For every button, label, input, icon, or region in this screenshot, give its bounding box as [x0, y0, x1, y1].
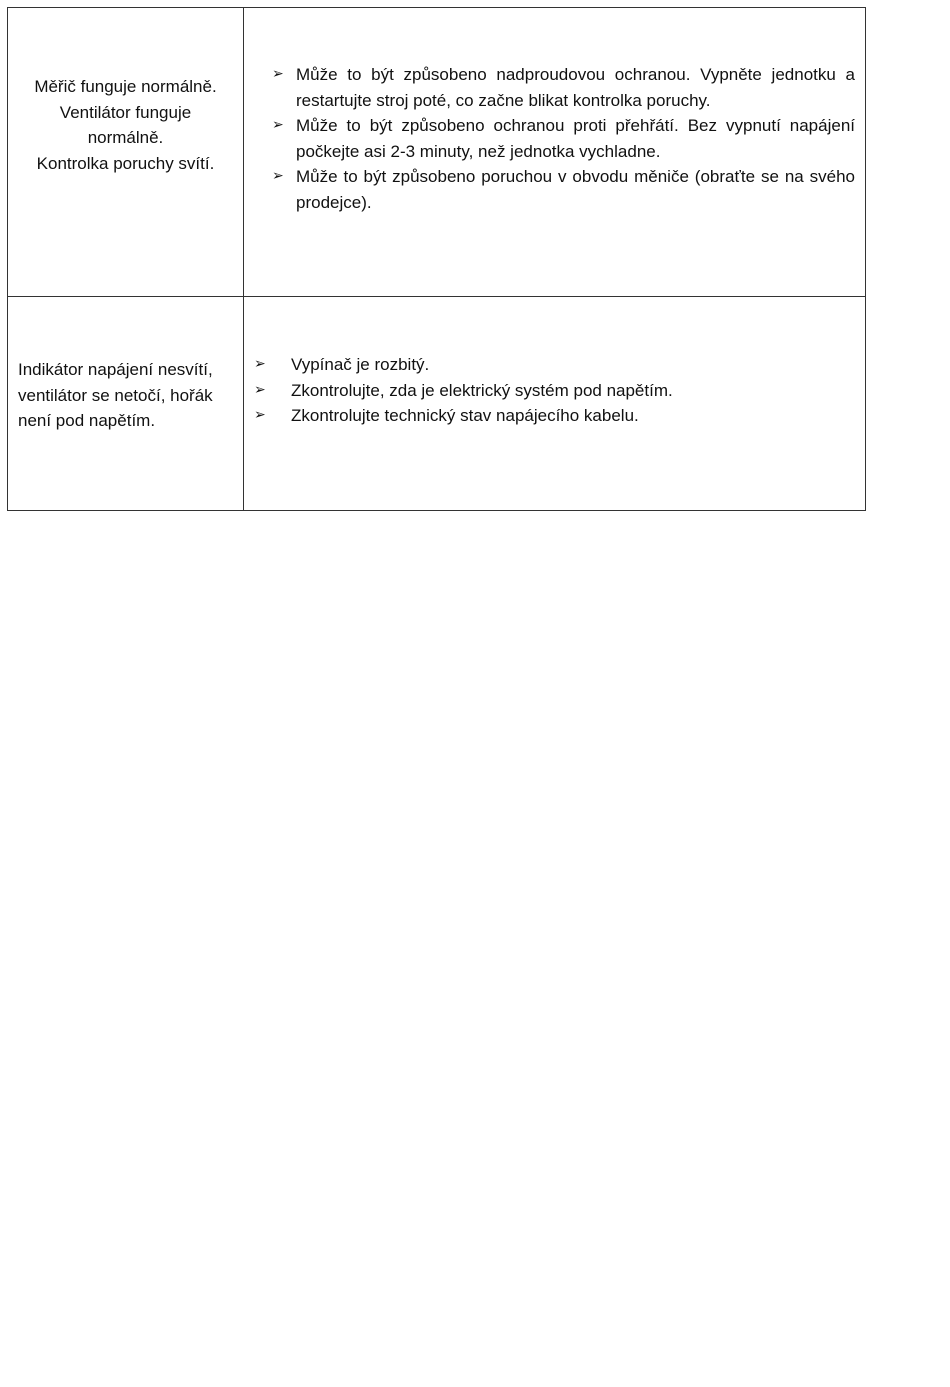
symptom-line: ventilátor se netočí, hořák — [18, 385, 213, 405]
arrowhead-icon: ➢ — [254, 356, 266, 372]
symptom-cell — [8, 8, 244, 296]
solution-item — [254, 352, 855, 378]
arrowhead-icon: ➢ — [272, 117, 284, 134]
symptom-line: normálně. — [87, 128, 164, 148]
symptom-line: Kontrolka poruchy svítí. — [36, 153, 215, 173]
symptom-line: Ventilátor funguje — [59, 102, 192, 122]
arrowhead-icon: ➢ — [254, 381, 266, 398]
symptom-line: není pod napětím. — [18, 411, 156, 431]
solution-text: Může to být způsobeno nadproudovou ochranou. Vypněte jednotku a restartujte stroj poté, co začne blikat kontrolka poruchy. — [296, 65, 855, 110]
symptom-cell — [8, 297, 244, 510]
solution-cell — [244, 8, 865, 296]
solution-item — [272, 62, 855, 113]
arrowhead-icon: ➢ — [254, 407, 266, 424]
solution-text: Zkontrolujte technický stav napájecího kabelu. — [291, 406, 639, 426]
solution-list — [254, 352, 855, 429]
solution-text: Zkontrolujte, zda je elektrický systém pod napětím. — [291, 380, 673, 400]
arrowhead-icon: ➢ — [272, 66, 284, 82]
solution-item — [272, 164, 855, 215]
solution-text: Může to být způsobeno ochranou proti přehřátí. Bez vypnutí napájení počkejte asi 2-3 minuty, než jednotka vychladne. — [296, 116, 855, 161]
solution-cell — [244, 297, 865, 510]
solution-item — [254, 378, 855, 404]
table-row — [8, 296, 865, 510]
troubleshooting-table — [7, 7, 866, 511]
table-row — [8, 8, 865, 296]
symptom-line: Měřič funguje normálně. — [34, 77, 217, 96]
symptom-line: Indikátor napájení nesvítí, — [18, 360, 213, 379]
solution-text: Může to být způsobeno poruchou v obvodu měniče (obraťte se na svého prodejce). — [296, 167, 855, 212]
solution-item — [254, 403, 855, 429]
solution-list — [272, 62, 855, 216]
solution-text: Vypínač je rozbitý. — [291, 355, 430, 374]
arrowhead-icon: ➢ — [272, 168, 284, 185]
solution-item — [272, 113, 855, 164]
